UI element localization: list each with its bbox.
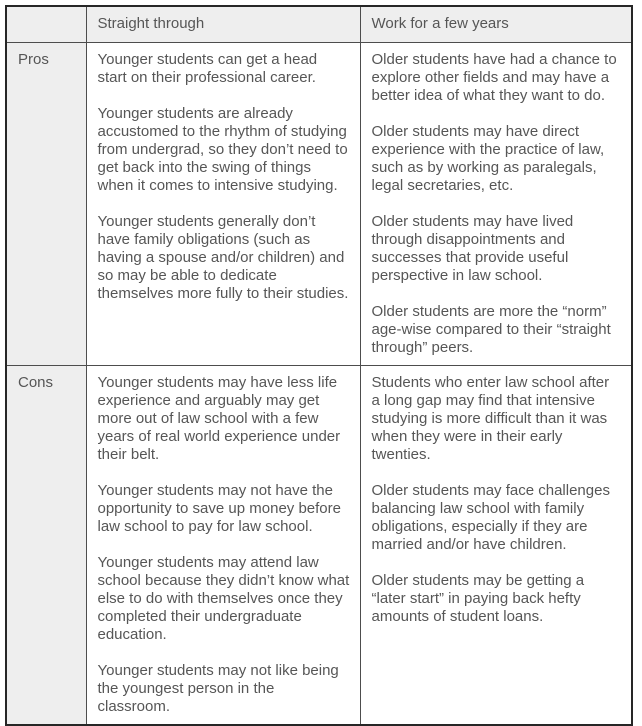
paragraph: Younger students are already accustomed to the rhythm of studying from undergrad, so they don’t need to get back into the swing of things when it comes to intensive studying. xyxy=(97,104,348,194)
cell-cons-work-for-a-few-years xyxy=(360,365,632,725)
column-header-work-for-a-few-years: Work for a few years xyxy=(360,6,632,42)
row-label-cons: Cons xyxy=(6,365,86,725)
paragraph: Older students may have lived through disappointments and successes that provide useful perspective in law school. xyxy=(371,212,574,284)
paragraph: Younger students may not like being the youngest person in the classroom. xyxy=(97,661,339,715)
comparison-table xyxy=(5,5,633,726)
cell-pros-straight-through xyxy=(86,42,360,365)
paragraph: Younger students generally don’t have family obligations (such as having a spouse and/or children) and so may be able to dedicate themselves more fully to their studies. xyxy=(97,212,349,302)
row-label-pros: Pros xyxy=(6,42,86,365)
paragraph: Younger students may have less life experience and arguably may get more out of law school with a few years of real world experience under their belt. xyxy=(97,373,341,463)
paragraph: Younger students can get a head start on their professional career. xyxy=(97,50,318,86)
table-row-cons xyxy=(6,365,632,725)
corner-cell xyxy=(6,6,86,42)
cell-pros-work-for-a-few-years xyxy=(360,42,632,365)
paragraph: Older students are more the “norm” age-wise compared to their “straight through” peers. xyxy=(371,302,611,356)
header-row xyxy=(6,6,632,42)
paragraph: Older students have had a chance to explore other fields and may have a better idea of what they want to do. xyxy=(371,50,617,104)
paragraph: Older students may be getting a “later start” in paying back hefty amounts of student loans. xyxy=(371,571,585,625)
paragraph: Younger students may attend law school because they didn’t know what else to do with themselves once they completed their undergraduate education. xyxy=(97,553,350,643)
paragraph: Students who enter law school after a long gap may find that intensive studying is more difficult than it was when they were in their early twenties. xyxy=(371,373,610,463)
cell-cons-straight-through xyxy=(86,365,360,725)
paragraph: Older students may have direct experience with the practice of law, such as by working as paralegals, legal secretaries, etc. xyxy=(371,122,605,194)
paragraph: Older students may face challenges balancing law school with family obligations, especially if they are married and/or have children. xyxy=(371,481,610,553)
table-row-pros xyxy=(6,42,632,365)
paragraph: Younger students may not have the opportunity to save up money before law school to pay for law school. xyxy=(97,481,341,535)
column-header-straight-through: Straight through xyxy=(86,6,360,42)
